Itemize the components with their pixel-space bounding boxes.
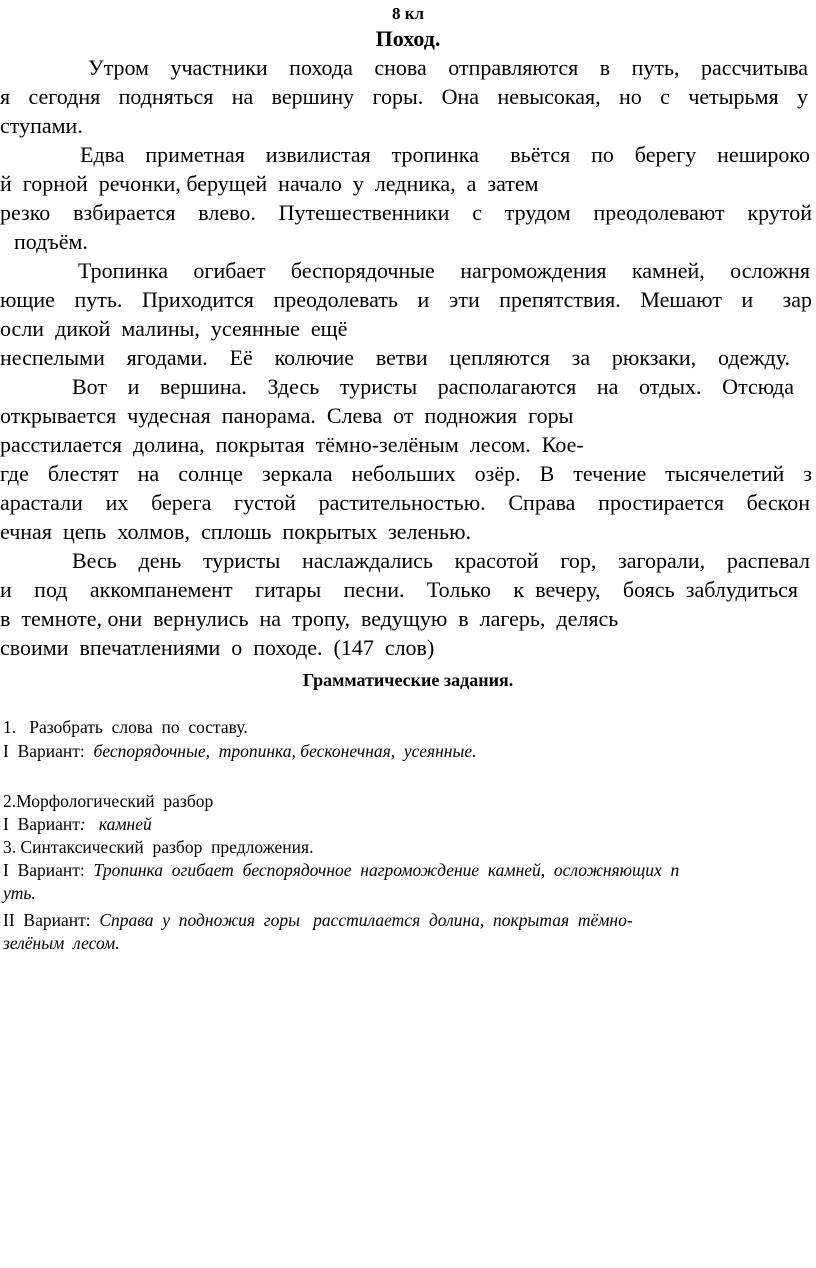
tasks-title: Грамматические задания.	[302, 670, 514, 690]
text-line: где блестят на солнце зеркала небольших озёр. В течение тысячелетий з	[0, 461, 812, 486]
text-line: Утром участники похода снова отправляются в путь, рассчитыва	[88, 55, 808, 80]
text-line: ечная цепь холмов, сплошь покрытых зеленью.	[0, 519, 472, 544]
text-line: резко взбирается влево. Путешественники с трудом преодолевают крутой	[0, 200, 812, 225]
text-line: ющие путь. Приходится преодолевать и эти препятствия. Мешают и зар	[0, 287, 812, 312]
task-2: 2.Морфологический разбор	[3, 791, 214, 811]
document-title: Поход.	[375, 26, 441, 51]
variant-sentence: уть.	[3, 883, 36, 903]
text-line: Весь день туристы наслаждались красотой гор, загорали, распевал	[72, 548, 810, 573]
text-line: расстилается долина, покрытая тёмно-зелёным лесом. Кое-	[0, 432, 584, 457]
text-line: неспелыми ягодами. Её колючие ветви цепляются за рюкзаки, одежду.	[0, 345, 790, 370]
task-3-variant-2	[3, 909, 633, 931]
grade-label: 8 кл	[391, 4, 425, 23]
task-3: 3. Синтаксический разбор предложения.	[3, 837, 314, 857]
text-line: в темноте, они вернулись на тропу, ведущую в лагерь, делясь	[0, 606, 619, 631]
text-line: подъём.	[14, 229, 88, 254]
variant-sentence: Тропинка огибает беспорядочное нагромождение камней, осложняющих п	[93, 860, 680, 880]
text-line: осли дикой малины, усеянные ещё	[0, 316, 348, 341]
text-line: Едва приметная извилистая тропинка вьётся по берегу нешироко	[80, 142, 810, 167]
task-3-variant-1	[3, 859, 679, 881]
variant-label: II Вариант:	[3, 910, 100, 930]
text-line: открывается чудесная панорама. Слева от подножия горы	[0, 403, 574, 428]
task-3-variant-2-cont	[3, 932, 120, 954]
variant-sentence: Справа у подножия горы расстилается долина, покрытая тёмно-	[99, 910, 633, 930]
task-2-variant-1	[3, 813, 152, 835]
variant-sentence: зелёным лесом.	[3, 933, 120, 953]
text-line: и под аккомпанемент гитары песни. Только к вечеру, боясь заблудиться	[0, 577, 798, 602]
text-line: й горной речонки, берущей начало у ледника, а затем	[0, 171, 539, 196]
text-line: я сегодня подняться на вершину горы. Она невысокая, но с четырьмя у	[0, 84, 808, 109]
task-1: 1. Разобрать слова по составу.	[3, 717, 248, 737]
text-line: Вот и вершина. Здесь туристы располагаются на отдых. Отсюда	[72, 374, 794, 399]
variant-words: : камней	[79, 814, 152, 834]
text-line: своими впечатлениями о походе. (147 слов)	[0, 635, 435, 660]
variant-label: I Вариант:	[3, 741, 94, 761]
text-line: арастали их берега густой растительностью. Справа простирается бескон	[0, 490, 810, 515]
variant-label: I Вариант:	[3, 860, 94, 880]
task-3-variant-1-cont	[3, 882, 36, 904]
text-line: ступами.	[0, 113, 83, 138]
variant-words: беспорядочные, тропинка, бесконечная, усеянные.	[93, 741, 477, 761]
variant-label: I Вариант	[3, 814, 80, 834]
text-line: Тропинка огибает беспорядочные нагромождения камней, осложня	[78, 258, 810, 283]
task-1-variant-1	[3, 740, 476, 762]
